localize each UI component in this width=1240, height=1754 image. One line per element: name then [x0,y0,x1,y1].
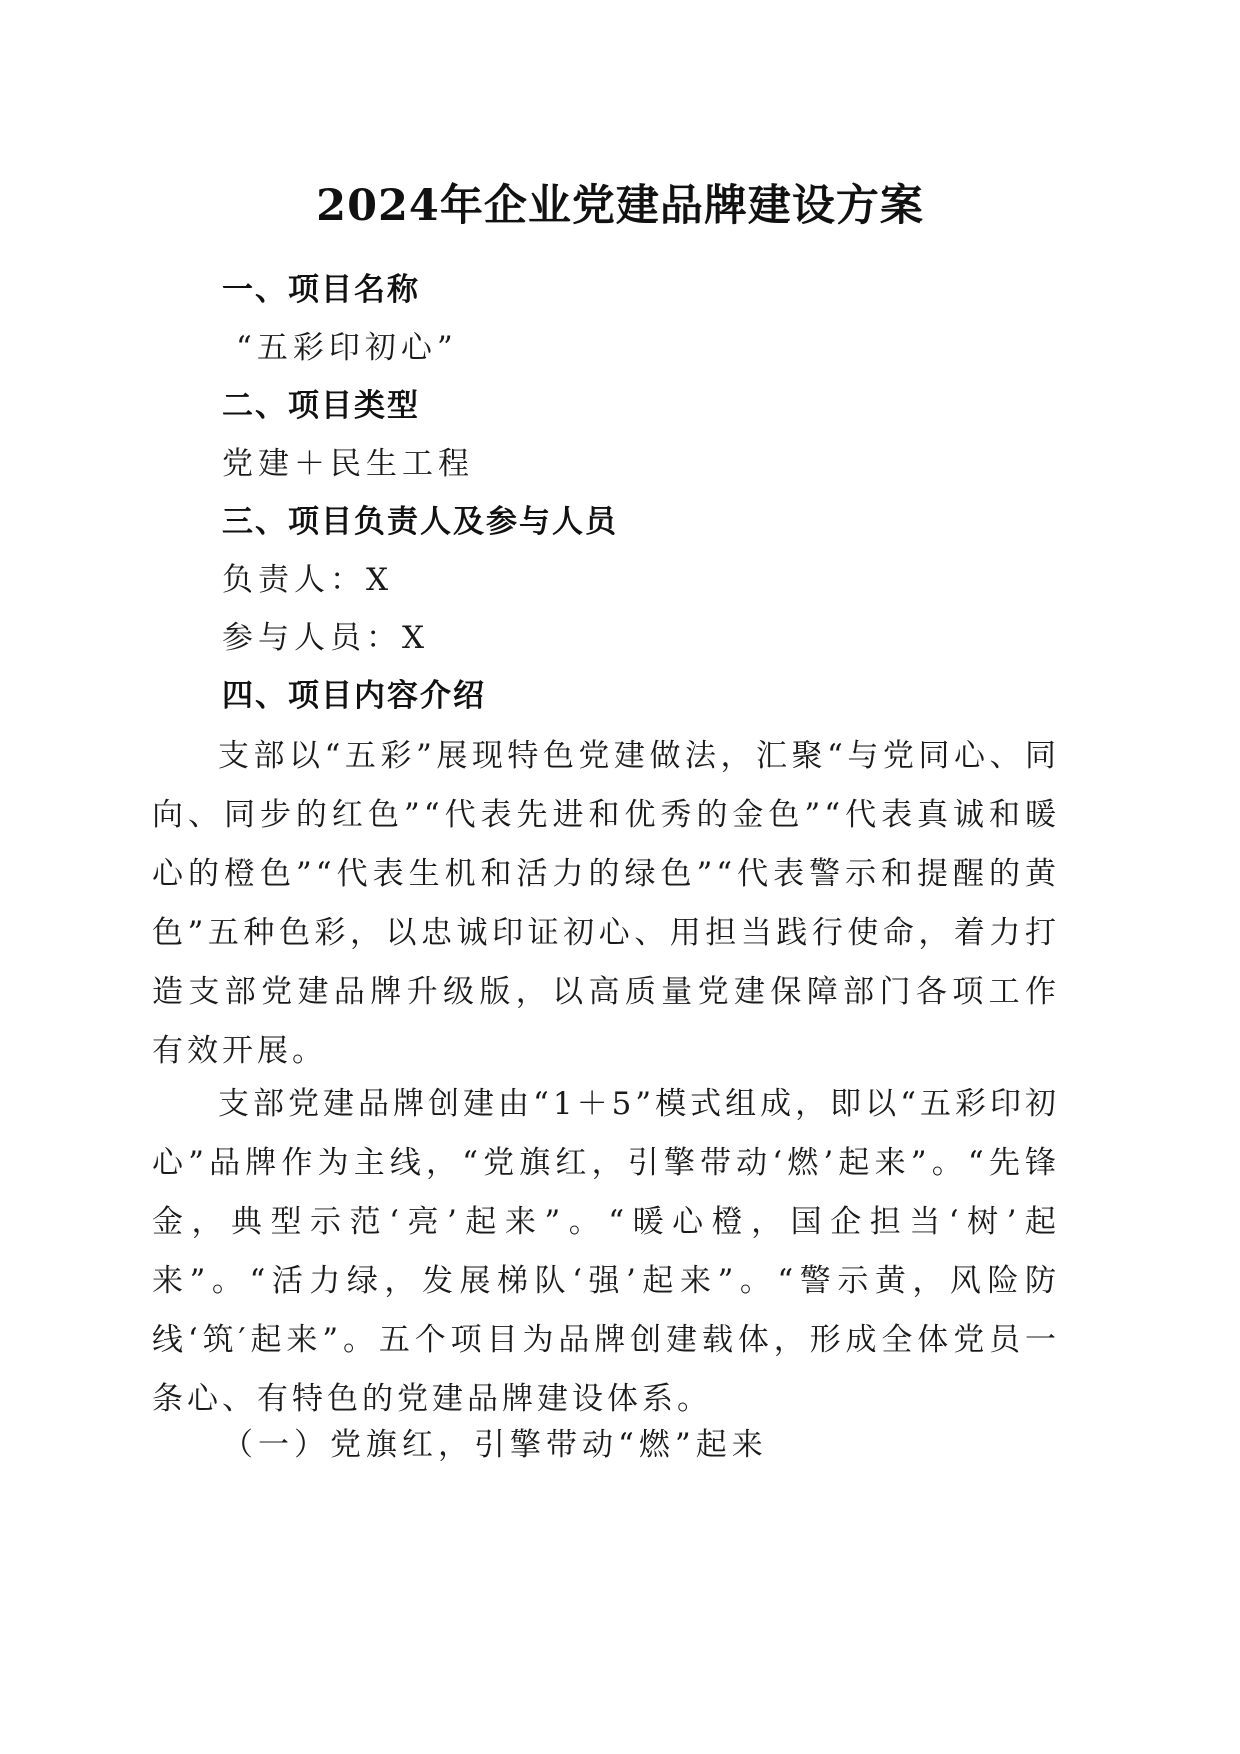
project-name-value: “五彩印初心” [236,330,458,366]
subsection-heading-party-flag-red: （一）党旗红，引擎带动“燃”起来 [222,1427,768,1463]
section-heading-project-type: 二、项目类型 [222,388,420,424]
section-heading-project-personnel: 三、项目负责人及参与人员 [222,504,618,540]
content-paragraph-1: 支部以“五彩”展现特色党建做法，汇聚“与党同心、同向、同步的红色”“代表先进和优秀的金色”“代表真诚和暖心的橙色”“代表生机和活力的绿色”“代表警示和提醒的黄色”五种色彩，以忠诚印证初心、用担当践行使命，着力打造支部党建品牌升级版，以高质量党建保障部门各项工作有效开展。 [152,738,1060,1069]
section-heading-project-content: 四、项目内容介绍 [222,678,486,714]
document-title: 2024年企业党建品牌建设方案 [316,181,924,231]
content-paragraph-2: 支部党建品牌创建由“1＋5”模式组成，即以“五彩印初心”品牌作为主线，“党旗红，引擎带动‘燃’起来”。“先锋金，典型示范‘亮’起来”。“暖心橙，国企担当‘树’起来”。“活力绿，发展梯队‘强’起来”。“警示黄，风险防线‘筑′起来”。五个项目为品牌创建载体，形成全体党员一条心、有特色的党建品牌建设体系。 [152,1086,1060,1417]
project-participants-line: 参与人员：X [222,620,430,656]
project-leader-line: 负责人：X [222,562,394,598]
section-heading-project-name: 一、项目名称 [222,272,420,308]
project-type-value: 党建＋民生工程 [222,446,474,482]
